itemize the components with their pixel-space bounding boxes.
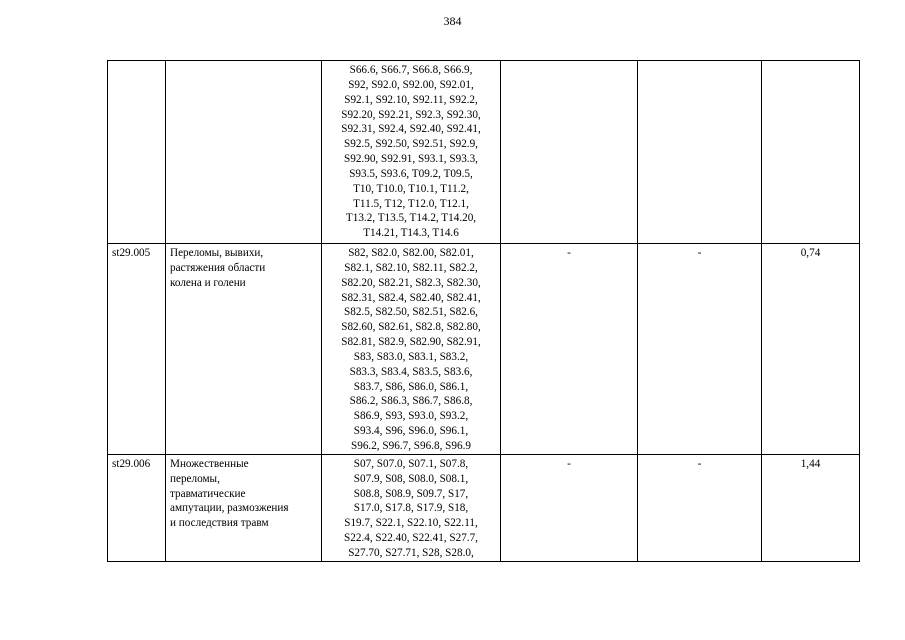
column-a-cell <box>501 61 638 244</box>
cell-text-line: T13.2, T13.5, T14.2, T14.20, <box>345 212 477 225</box>
cell-text-line: S82.60, S82.61, S82.8, S82.80, <box>341 321 481 334</box>
cell-text-line: S86.9, S93, S93.0, S93.2, <box>353 410 469 423</box>
cell-text-line: S19.7, S22.1, S22.10, S22.11, <box>344 517 478 530</box>
cell-text-line: S27.70, S27.71, S28, S28.0, <box>348 546 474 559</box>
group-code-cell: st29.006 <box>108 454 166 561</box>
cell-text-line: T11.5, T12, T12.0, T12.1, <box>353 197 469 210</box>
cell-text-line: S92.5, S92.50, S92.51, S92.9, <box>344 138 478 151</box>
cell-text-line: S93.5, S93.6, T09.2, T09.5, <box>349 167 473 180</box>
coefficient-cell: 0,74 <box>762 244 860 455</box>
column-b-cell: - <box>638 454 762 561</box>
cell-text-line: S96.2, S96.7, S96.8, S96.9 <box>351 439 471 452</box>
cell-text-line: S07.9, S08, S08.0, S08.1, <box>353 472 469 485</box>
table-row <box>108 61 860 244</box>
cell-text-line: S82.81, S82.9, S82.90, S82.91, <box>341 336 481 349</box>
cell-text-line: ампутации, размозжения <box>170 502 289 515</box>
column-a-cell: - <box>501 244 638 455</box>
cell-text-line: S92.1, S92.10, S92.11, S92.2, <box>344 93 478 106</box>
coefficient-cell: 1,44 <box>762 454 860 561</box>
cell-text-line: T14.21, T14.3, T14.6 <box>363 227 459 240</box>
cell-text-line: Переломы, вывихи, <box>170 247 264 259</box>
cell-text-line: переломы, <box>170 472 220 485</box>
cell-text-line: S92.31, S92.4, S92.40, S92.41, <box>341 123 481 136</box>
cell-text-line: S82.5, S82.50, S82.51, S82.6, <box>344 306 478 319</box>
group-code-cell <box>108 61 166 244</box>
page-number: 384 <box>443 14 462 28</box>
cell-text-line: S82.1, S82.10, S82.11, S82.2, <box>344 261 478 274</box>
cell-text-line: S66.6, S66.7, S66.8, S66.9, <box>349 64 473 76</box>
table-row <box>108 244 860 455</box>
cell-text-line: S22.4, S22.40, S22.41, S27.7, <box>344 532 478 545</box>
cell-text-line: S82.20, S82.21, S82.3, S82.30, <box>341 276 481 289</box>
icd-codes-cell <box>322 61 501 244</box>
cell-text-line: T10, T10.0, T10.1, T11.2, <box>353 182 469 195</box>
cell-text-line: и последствия травм <box>170 517 269 530</box>
cell-text-line: S07, S07.0, S07.1, S07.8, <box>353 457 469 470</box>
cell-text-line: S82.31, S82.4, S82.40, S82.41, <box>341 291 481 304</box>
cell-text-line: S83.7, S86, S86.0, S86.1, <box>353 380 469 393</box>
column-b-cell: - <box>638 244 762 455</box>
group-name-cell <box>166 244 322 455</box>
icd-codes-cell <box>322 244 501 455</box>
codes-table <box>107 60 860 562</box>
cell-text-line: S83, S83.0, S83.1, S83.2, <box>353 350 469 363</box>
cell-text-line: S92.90, S92.91, S93.1, S93.3, <box>344 153 478 166</box>
group-name-cell <box>166 61 322 244</box>
cell-text-line: травматические <box>170 487 246 500</box>
coefficient-cell <box>762 61 860 244</box>
cell-text-line: колена и голени <box>170 276 246 289</box>
cell-text-line: S17.0, S17.8, S17.9, S18, <box>353 502 469 515</box>
cell-text-line: S08.8, S08.9, S09.7, S17, <box>353 487 469 500</box>
cell-text-line: S82, S82.0, S82.00, S82.01, <box>348 247 474 259</box>
table-row <box>108 454 860 561</box>
cell-text-line: S86.2, S86.3, S86.7, S86.8, <box>349 395 473 408</box>
cell-text-line: S93.4, S96, S96.0, S96.1, <box>353 425 469 438</box>
cell-text-line: S92, S92.0, S92.00, S92.01, <box>348 78 474 91</box>
column-a-cell: - <box>501 454 638 561</box>
cell-text-line: S83.3, S83.4, S83.5, S83.6, <box>349 365 473 378</box>
icd-codes-cell <box>322 454 501 561</box>
group-code-cell: st29.005 <box>108 244 166 455</box>
group-name-cell <box>166 454 322 561</box>
cell-text-line: Множественные <box>170 457 249 470</box>
column-b-cell <box>638 61 762 244</box>
cell-text-line: растяжения области <box>170 261 266 274</box>
cell-text-line: S92.20, S92.21, S92.3, S92.30, <box>341 108 481 121</box>
